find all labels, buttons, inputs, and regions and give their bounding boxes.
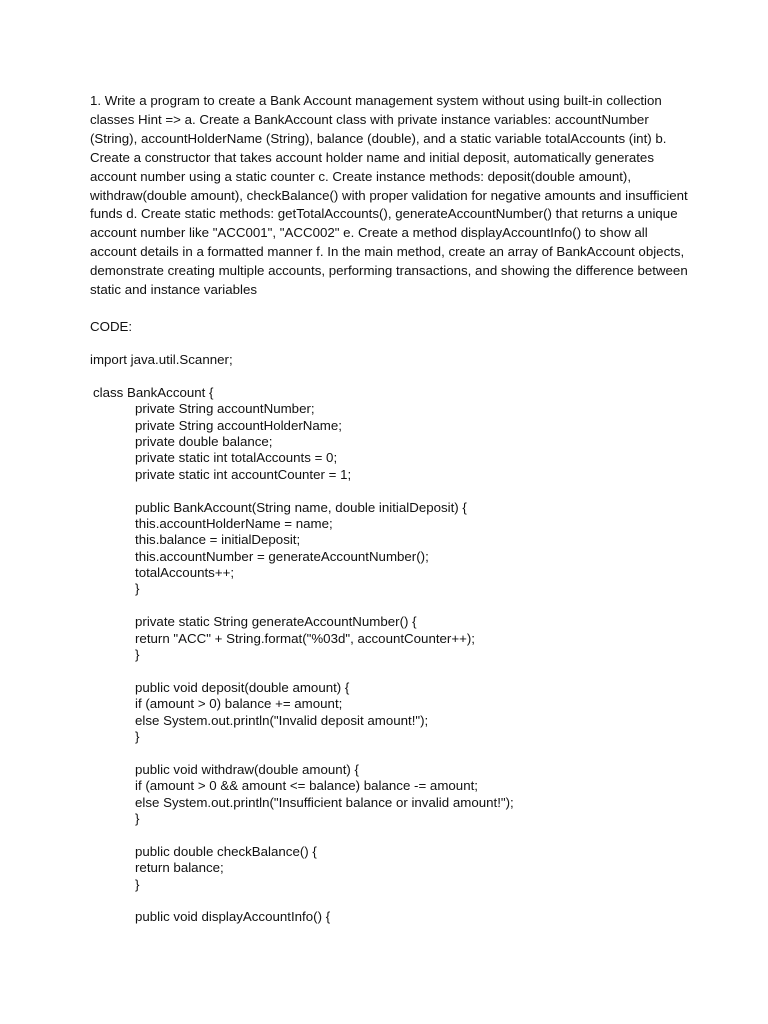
code-line: public void deposit(double amount) { <box>135 679 350 695</box>
code-line-blank <box>90 745 730 761</box>
code-line: class BankAccount { <box>93 384 214 400</box>
code-line: private static String generateAccountNumber() { <box>135 614 417 630</box>
code-line: private static int accountCounter = 1; <box>135 466 352 482</box>
code-line: else System.out.println("Invalid deposit amount!"); <box>135 712 429 728</box>
code-line: } <box>135 876 140 892</box>
code-line: if (amount > 0) balance += amount; <box>135 696 343 712</box>
code-line: if (amount > 0 && amount <= balance) balance -= amount; <box>135 778 478 794</box>
code-line: totalAccounts++; <box>135 565 235 581</box>
code-line-blank <box>90 368 730 384</box>
code-line: this.accountHolderName = name; <box>135 515 333 531</box>
code-line: public void displayAccountInfo() { <box>135 909 331 925</box>
code-line: private String accountHolderName; <box>135 417 342 433</box>
code-block <box>90 352 730 926</box>
code-heading: CODE: <box>90 319 133 334</box>
code-line: } <box>135 728 140 744</box>
code-line: else System.out.println("Insufficient balance or invalid amount!"); <box>135 794 514 810</box>
code-line: public BankAccount(String name, double initialDeposit) { <box>135 499 467 515</box>
code-line: this.balance = initialDeposit; <box>135 532 301 548</box>
code-line: } <box>135 810 140 826</box>
code-line: public void withdraw(double amount) { <box>135 761 359 777</box>
code-line: import java.util.Scanner; <box>90 352 233 367</box>
question-text: 1. Write a program to create a Bank Account management system without using built-in collection classes Hint => a. Create a BankAccount class with private instance variables: accountNumber (String), accountHolderName (String), balance (double), and a static variable totalAccounts (int) b. Create a constructor that takes account holder name and initial deposit, automatically generates account number using a static counter c. Create instance methods: deposit(double amount), withdraw(double amount), checkBalance() with proper validation for negative amounts and insufficient funds d. Create static methods: getTotalAccounts(), generateAccountNumber() that returns a unique account number like "ACC001", "ACC002" e. Create a method displayAccountInfo() to show all account details in a formatted manner f. In the main method, create an array of BankAccount objects, demonstrate creating multiple accounts, performing transactions, and showing the difference between static and instance variables <box>90 93 688 298</box>
code-line: private String accountNumber; <box>135 401 315 417</box>
code-line-blank <box>90 893 730 909</box>
code-line: } <box>135 581 140 597</box>
code-line: public double checkBalance() { <box>135 843 317 859</box>
code-line-blank <box>90 827 730 843</box>
code-line: return balance; <box>135 860 224 876</box>
code-line: return "ACC" + String.format("%03d", accountCounter++); <box>135 630 476 646</box>
code-line: private double balance; <box>135 433 273 449</box>
code-line-blank <box>90 663 730 679</box>
code-line: this.accountNumber = generateAccountNumber(); <box>135 548 429 564</box>
code-line: } <box>135 647 140 663</box>
code-line-blank <box>90 598 730 614</box>
code-line: private static int totalAccounts = 0; <box>135 450 338 466</box>
code-line-blank <box>90 483 730 499</box>
